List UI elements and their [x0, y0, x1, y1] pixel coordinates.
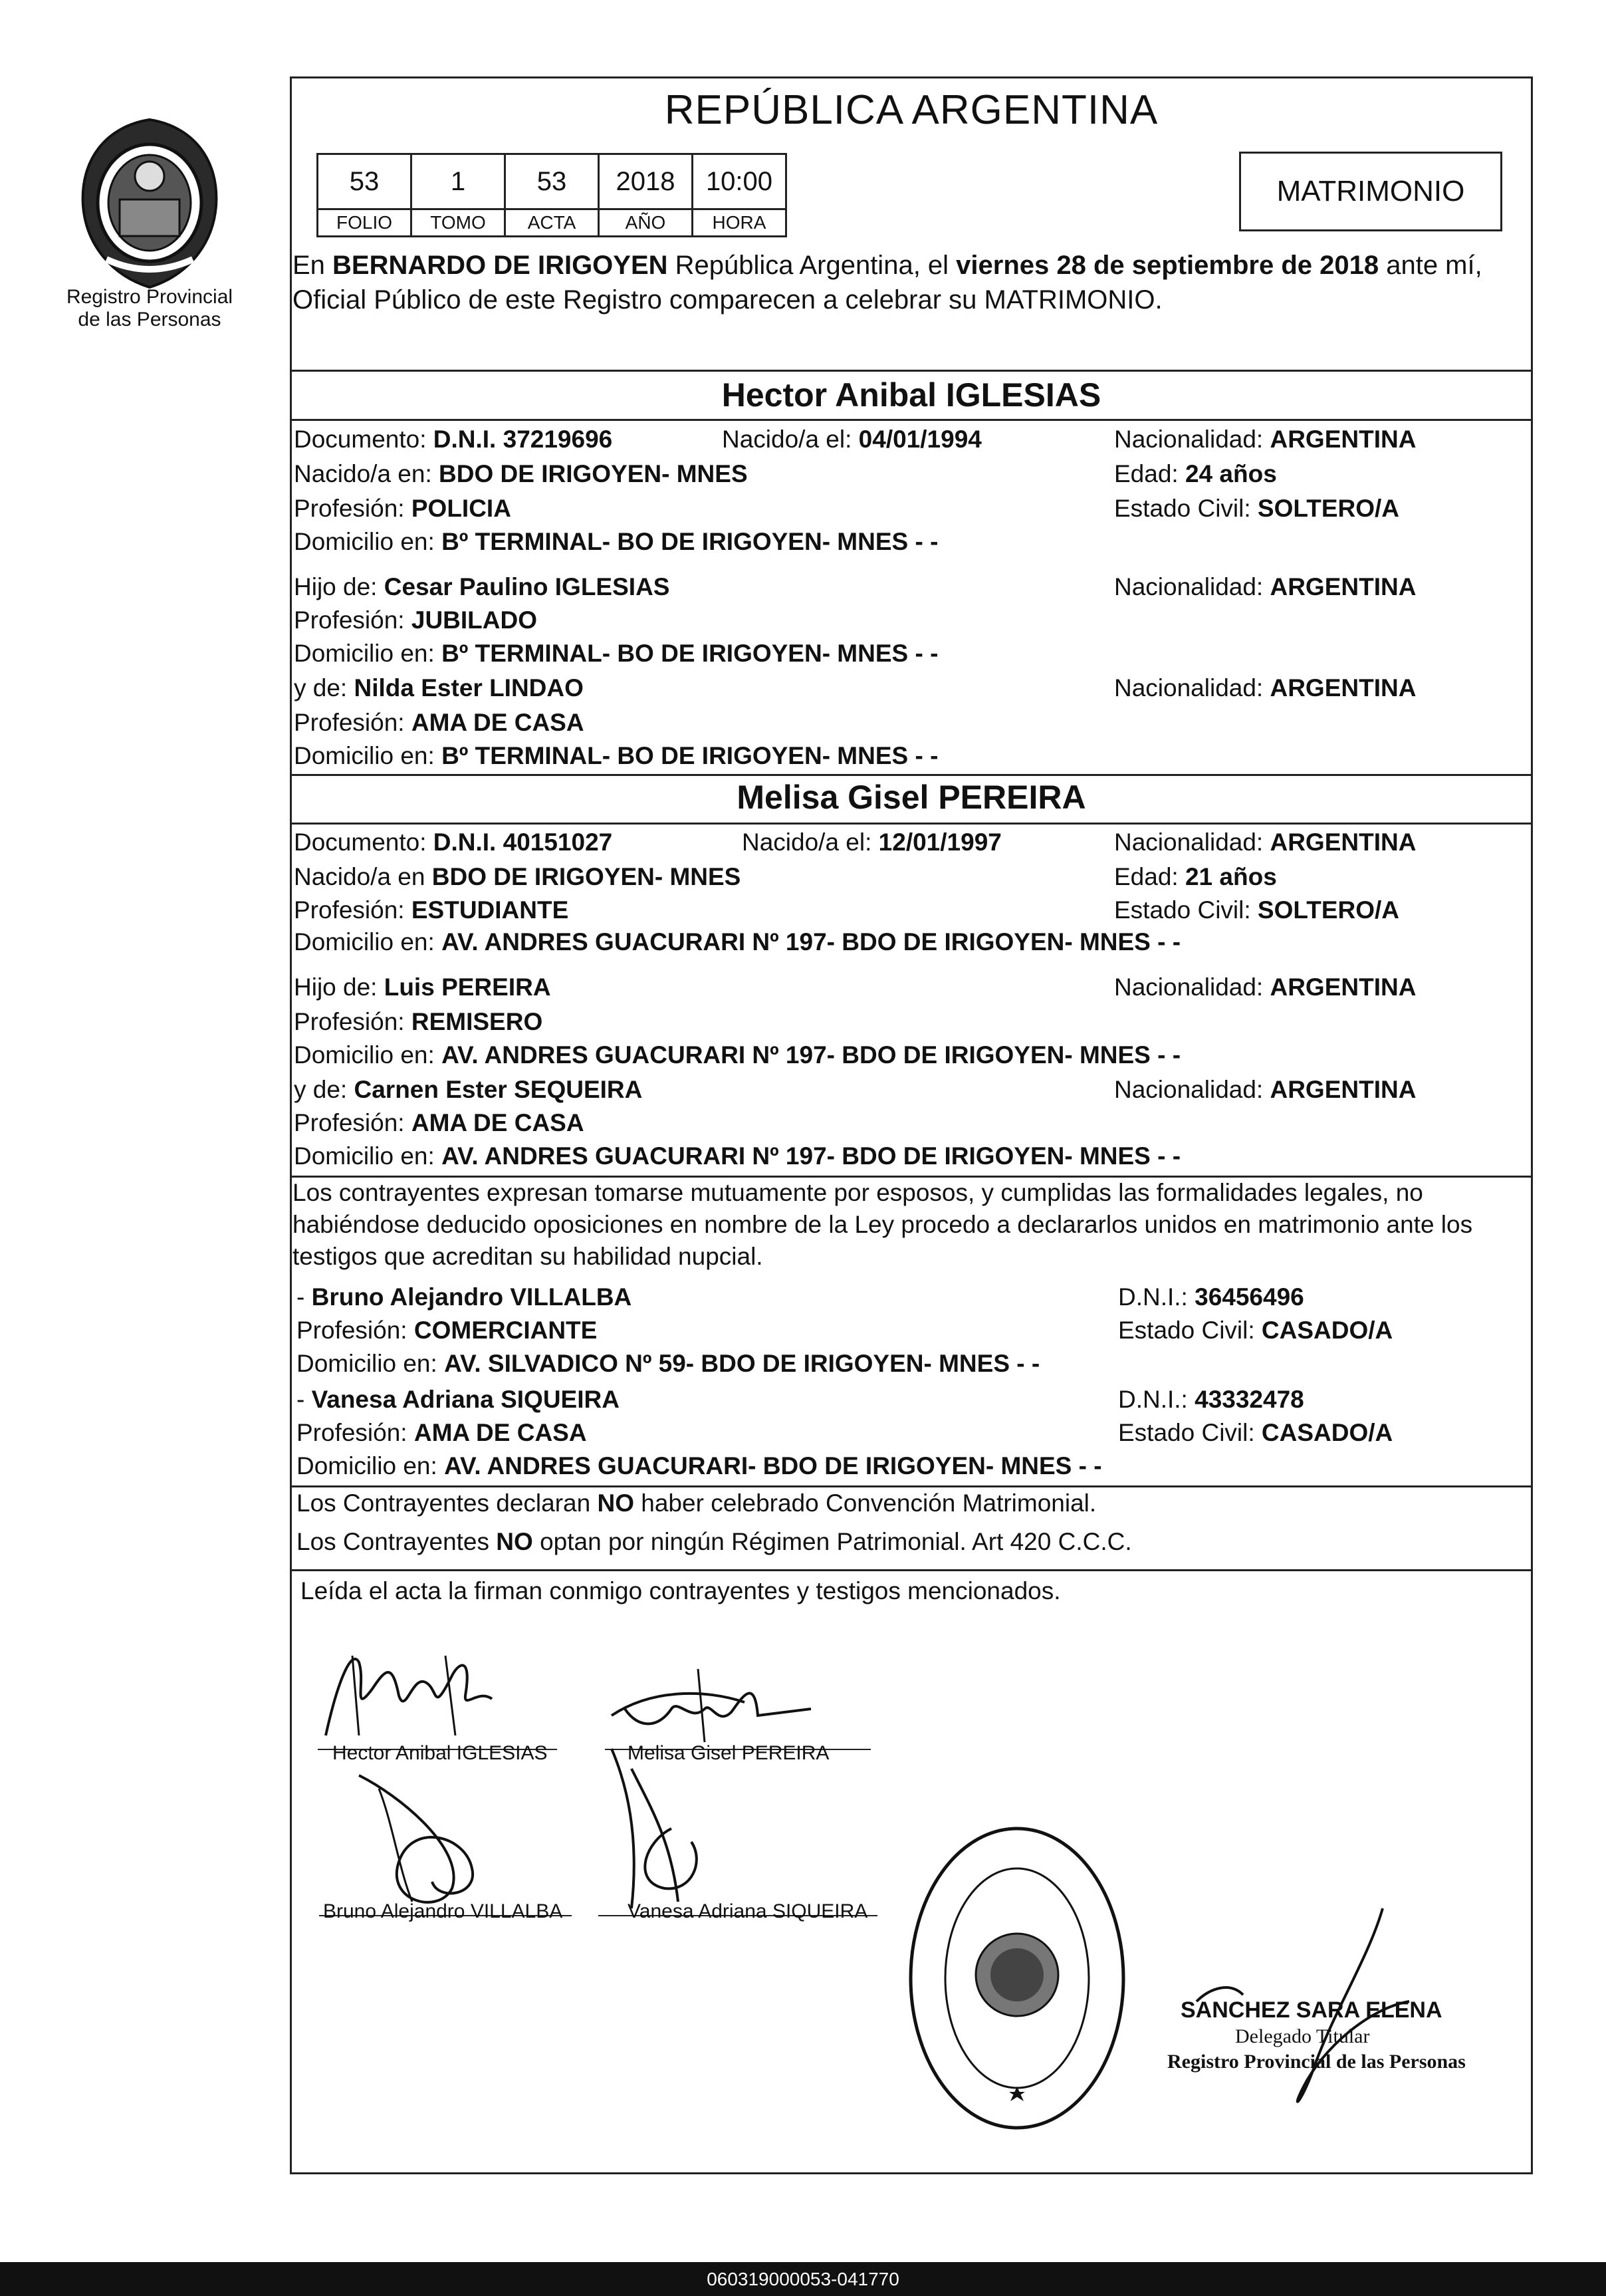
- groom-father-address: Domicilio en: Bº TERMINAL- BO DE IRIGOYEN- MNES - -: [294, 640, 939, 667]
- groom-mother-nationality: Nacionalidad: ARGENTINA: [1114, 674, 1417, 702]
- witness2-name: - Vanesa Adriana SIQUEIRA: [296, 1386, 620, 1413]
- bride-mother-profession: Profesión: AMA DE CASA: [294, 1109, 584, 1136]
- bride-document: Documento: D.N.I. 40151027: [294, 829, 613, 856]
- acta-value: 53: [505, 154, 599, 209]
- provincial-seal-icon: [66, 113, 233, 293]
- bride-age: Edad: 21 años: [1114, 863, 1277, 890]
- witness2-address: Domicilio en: AV. ANDRES GUACURARI- BDO DE IRIGOYEN- MNES - -: [296, 1452, 1102, 1479]
- official-office: Registro Provincial de las Personas: [1167, 2051, 1466, 2073]
- declaration-text: Los contrayentes expresan tomarse mutuamente por esposos, y cumplidas las formalidades legales, no habiéndose deducido oposiciones en nombre de la Ley procedo a declararlos unidos en matrimonio ante los testigos que acreditan su habilidad nupcial.: [292, 1179, 1473, 1270]
- intro-paragraph: [292, 248, 1529, 317]
- bride-father-profession: Profesión: REMISERO: [294, 1008, 543, 1035]
- official-name: SANCHEZ SARA ELENA: [1181, 1997, 1442, 2023]
- bride-mother-nationality: Nacionalidad: ARGENTINA: [1114, 1076, 1417, 1103]
- groom-father-nationality: Nacionalidad: ARGENTINA: [1114, 573, 1417, 600]
- acta-label: ACTA: [505, 209, 599, 237]
- witness1-signature-icon: [319, 1769, 545, 1908]
- bride-civil-status: Estado Civil: SOLTERO/A: [1114, 896, 1400, 924]
- hora-value: 10:00: [693, 154, 786, 209]
- witness1-address: Domicilio en: AV. SILVADICO Nº 59- BDO DE IRIGOYEN- MNES - -: [296, 1350, 1040, 1377]
- registry-logo: [66, 113, 233, 293]
- divider: [290, 1569, 1533, 1571]
- groom-civil-status: Estado Civil: SOLTERO/A: [1114, 495, 1400, 522]
- groom-birth-date: Nacido/a el: 04/01/1994: [722, 426, 982, 453]
- registry-name-line2: de las Personas: [78, 309, 221, 330]
- bride-father-nationality: Nacionalidad: ARGENTINA: [1114, 973, 1417, 1001]
- bride-signature-label: Melisa Gisel PEREIRA: [628, 1742, 830, 1764]
- groom-document: Documento: D.N.I. 37219696: [294, 426, 613, 453]
- intro-place: BERNARDO DE IRIGOYEN: [332, 251, 668, 280]
- document-code-footer: [0, 2262, 1606, 2296]
- groom-age: Edad: 24 años: [1114, 460, 1277, 487]
- witness2-signature-label: Vanesa Adriana SIQUEIRA: [628, 1900, 868, 1922]
- delegation-stamp-icon: [904, 1822, 1130, 2134]
- divider: [290, 370, 1533, 372]
- groom-name: Hector Anibal IGLESIAS: [721, 376, 1101, 414]
- folio-label: FOLIO: [318, 209, 411, 237]
- witness2-signature-icon: [592, 1742, 738, 1915]
- groom-address: Domicilio en: Bº TERMINAL- BO DE IRIGOYEN- MNES - -: [294, 528, 939, 555]
- witness2-civil-status: Estado Civil: CASADO/A: [1118, 1419, 1393, 1446]
- divider: [290, 774, 1533, 776]
- groom-signature-icon: [312, 1636, 525, 1742]
- groom-signature-label: Hector Anibal IGLESIAS: [332, 1742, 548, 1764]
- ano-label: AÑO: [599, 209, 693, 237]
- tomo-label: TOMO: [411, 209, 505, 237]
- registry-name-line1: Registro Provincial: [66, 286, 233, 308]
- bride-mother-address: Domicilio en: AV. ANDRES GUACURARI Nº 197- BDO DE IRIGOYEN- MNES - -: [294, 1142, 1181, 1170]
- groom-mother: y de: Nilda Ester LINDAO: [294, 674, 584, 702]
- witness1-civil-status: Estado Civil: CASADO/A: [1118, 1317, 1393, 1344]
- page-title: REPÚBLICA ARGENTINA: [664, 87, 1159, 133]
- bride-address: Domicilio en: AV. ANDRES GUACURARI Nº 197- BDO DE IRIGOYEN- MNES - -: [294, 928, 1181, 956]
- witness2-dni: D.N.I.: 43332478: [1118, 1386, 1304, 1413]
- closing-text: Leída el acta la firman conmigo contrayentes y testigos mencionados.: [300, 1577, 1061, 1604]
- hora-label: HORA: [693, 209, 786, 237]
- groom-father: Hijo de: Cesar Paulino IGLESIAS: [294, 573, 670, 600]
- groom-birth-place: Nacido/a en: BDO DE IRIGOYEN- MNES: [294, 460, 748, 487]
- bride-profession: Profesión: ESTUDIANTE: [294, 896, 569, 924]
- groom-nationality: Nacionalidad: ARGENTINA: [1114, 426, 1417, 453]
- folio-value: 53: [318, 154, 411, 209]
- witness1-profession: Profesión: COMERCIANTE: [296, 1317, 598, 1344]
- groom-profession: Profesión: POLICIA: [294, 495, 511, 522]
- ano-value: 2018: [599, 154, 693, 209]
- witness1-signature-label: Bruno Alejandro VILLALBA: [323, 1900, 563, 1922]
- convention-line-2: Los Contrayentes NO optan por ningún Régimen Patrimonial. Art 420 C.C.C.: [296, 1528, 1132, 1555]
- intro-date: viernes 28 de septiembre de 2018: [956, 251, 1379, 280]
- record-info-table: [316, 153, 787, 237]
- convention-line-1: Los Contrayentes declaran NO haber celebrado Convención Matrimonial.: [296, 1489, 1097, 1517]
- document-code: 060319000053-041770: [707, 2269, 899, 2289]
- intro-text-1: En: [292, 251, 333, 280]
- bride-father: Hijo de: Luis PEREIRA: [294, 973, 551, 1001]
- tomo-value: 1: [411, 154, 505, 209]
- groom-mother-profession: Profesión: AMA DE CASA: [294, 709, 584, 736]
- bride-nationality: Nacionalidad: ARGENTINA: [1114, 829, 1417, 856]
- groom-father-profession: Profesión: JUBILADO: [294, 606, 537, 634]
- witness1-name: - Bruno Alejandro VILLALBA: [296, 1283, 632, 1311]
- groom-mother-address: Domicilio en: Bº TERMINAL- BO DE IRIGOYEN- MNES - -: [294, 742, 939, 769]
- record-type-box: [1239, 152, 1502, 231]
- divider: [290, 419, 1533, 421]
- divider: [290, 823, 1533, 825]
- intro-text-2: República Argentina, el: [667, 251, 957, 280]
- witness1-dni: D.N.I.: 36456496: [1118, 1283, 1304, 1311]
- bride-father-address: Domicilio en: AV. ANDRES GUACURARI Nº 197- BDO DE IRIGOYEN- MNES - -: [294, 1041, 1181, 1069]
- intro-text-3: ante mí, Oficial Público de este Registro comparecen a celebrar su MATRIMONIO.: [292, 251, 1482, 315]
- bride-birth-date: Nacido/a el: 12/01/1997: [742, 829, 1002, 856]
- record-type: MATRIMONIO: [1276, 175, 1465, 207]
- witness2-profession: Profesión: AMA DE CASA: [296, 1419, 587, 1446]
- divider: [290, 1485, 1533, 1487]
- bride-birth-place: Nacido/a en BDO DE IRIGOYEN- MNES: [294, 863, 741, 890]
- bride-name: Melisa Gisel PEREIRA: [737, 779, 1086, 816]
- bride-mother: y de: Carnen Ester SEQUEIRA: [294, 1076, 643, 1103]
- bride-signature-icon: [598, 1662, 824, 1749]
- official-role: Delegado Titular: [1235, 2025, 1370, 2047]
